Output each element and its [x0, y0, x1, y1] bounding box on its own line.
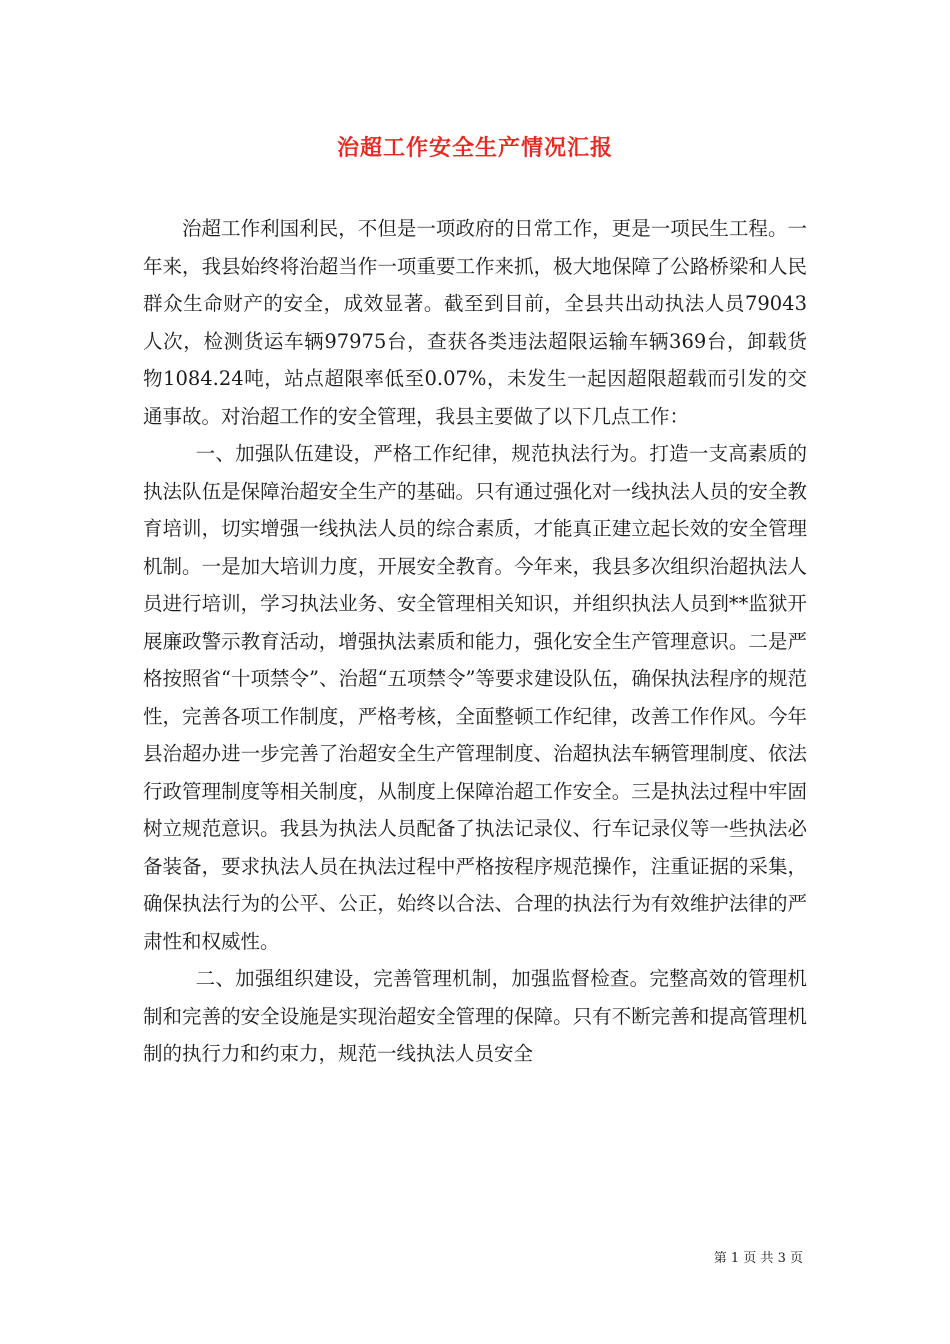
document-title: 治超工作安全生产情况汇报 [336, 135, 613, 161]
page-number: 第 1 页 共 3 页 [713, 1251, 803, 1266]
paragraph-section-1: 一、加强队伍建设，严格工作纪律，规范执法行为。打造一支高素质的执法队伍是保障治超安全生产的基础。只有通过强化对一线执法人员的安全教育培训，切实增强一线执法人员的综合素质，才能真正建立起长效的安全管理机制。一是加大培训力度，开展安全教育。今年来，我县多次组织治超执法人员进行培训，学习执法业务、安全管理相关知识，并组织执法人员到**监狱开展廉政警示教育活动，增强执法素质和能力，强化安全生产管理意识。二是严格按照省“十项禁令”、治超“五项禁令”等要求建设队伍，确保执法程序的规范性，完善各项工作制度，严格考核，全面整顿工作纪律，改善工作作风。今年县治超办进一步完善了治超安全生产管理制度、治超执法车辆管理制度、依法行政管理制度等相关制度，从制度上保障治超工作安全。三是执法过程中牢固树立规范意识。我县为执法人员配备了执法记录仪、行车记录仪等一些执法必备装备，要求执法人员在执法过程中严格按程序规范操作，注重证据的采集，确保执法行为的公平、公正，始终以合法、合理的执法行为有效维护法律的严肃性和权威性。 [143, 442, 807, 953]
document-body [143, 210, 807, 1073]
paragraph-section-2: 二、加强组织建设，完善管理机制，加强监督检查。完整高效的管理机制和完善的安全设施是实现治超安全管理的保障。只有不断完善和提高管理机制的执行力和约束力，规范一线执法人员安全 [143, 967, 807, 1065]
paragraph-intro: 治超工作利国利民，不但是一项政府的日常工作，更是一项民生工程。一年来，我县始终将治超当作一项重要工作来抓，极大地保障了公路桥梁和人民群众生命财产的安全，成效显著。截至到目前，全县共出动执法人员79043人次，检测货运车辆97975台，查获各类违法超限运输车辆369台，卸载货物1084.24吨，站点超限率低至0.07%，未发生一起因超限超载而引发的交通事故。对治超工作的安全管理，我县主要做了以下几点工作： [143, 217, 807, 428]
